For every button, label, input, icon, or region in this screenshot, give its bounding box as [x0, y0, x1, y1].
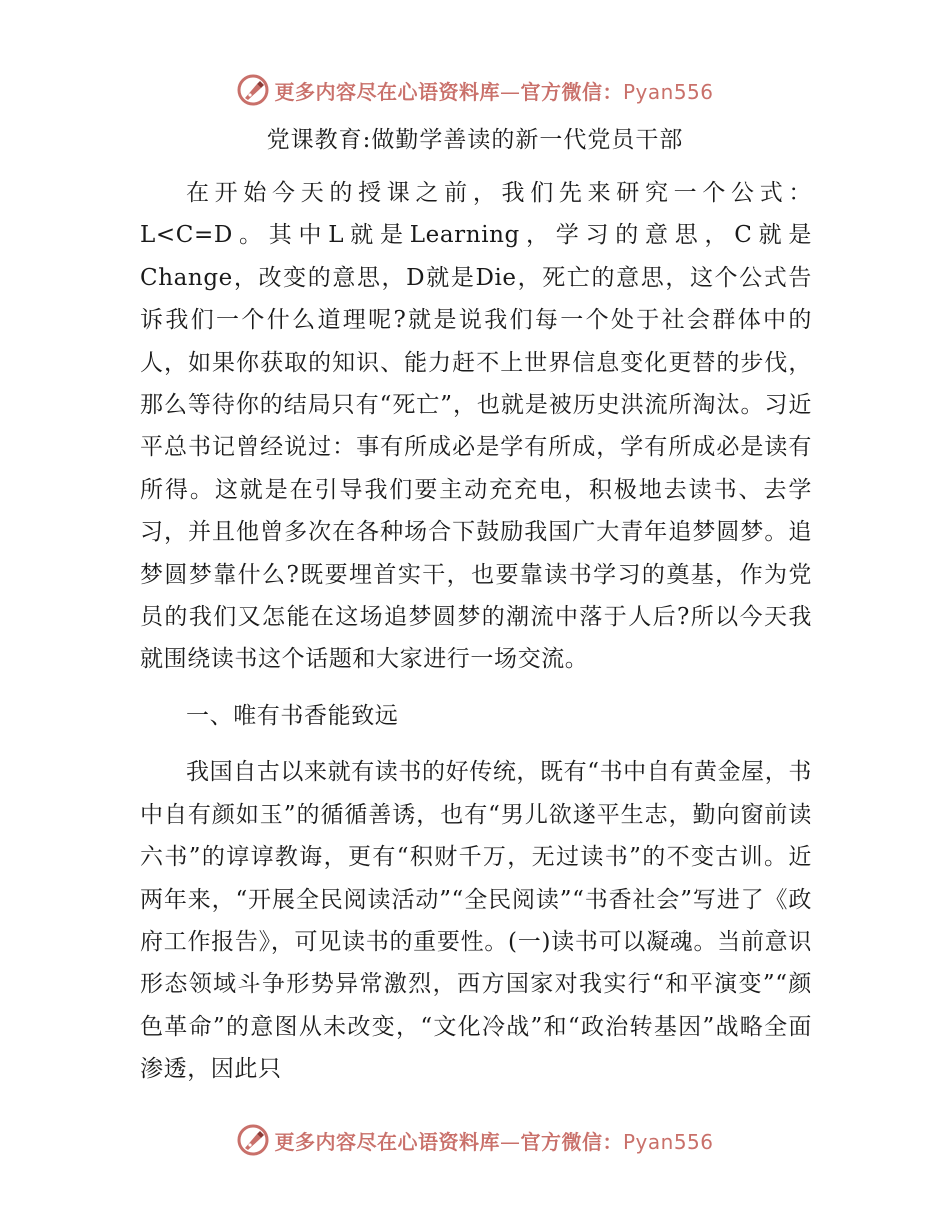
document-title: 党课教育:做勤学善读的新一代党员干部	[266, 127, 684, 153]
watermark-text: 更多内容尽在心语资料库—官方微信：Pyan556	[274, 1129, 714, 1154]
watermark-banner-bottom	[0, 1120, 950, 1160]
pen-nib-icon	[236, 73, 270, 107]
section-heading: 一、唯有书香能致远	[186, 702, 399, 729]
watermark-text: 更多内容尽在心语资料库—官方微信：Pyan556	[274, 79, 714, 104]
section-paragraph: 我国自古以来就有读书的好传统，既有“书中自有黄金屋，书中自有颜如玉”的循循善诱，也有“男儿欲遂平生志，勤向窗前读六书”的谆谆教诲，更有“积财千万，无过读书”的不变古训。近两年来，“开展全民阅读活动”“全民阅读”“书香社会”写进了《政府工作报告》，可见读书的重要性。(一)读书可以凝魂。当前意识形态领域斗争形势异常激烈，西方国家对我实行“和平演变”“颜色革命”的意图从未改变，“文化冷战”和“政治转基因”战略全面渗透，因此只	[140, 759, 812, 1083]
watermark-banner-top	[0, 70, 950, 110]
document-body	[140, 172, 812, 1091]
intro-paragraph: 在开始今天的授课之前，我们先来研究一个公式：L<C=D。其中L就是Learning，学习的意思，C就是Change，改变的意思，D就是Die，死亡的意思，这个公式告诉我们一个什么道理呢?就是说我们每一个处于社会群体中的人，如果你获取的知识、能力赶不上世界信息变化更替的步伐，那么等待你的结局只有“死亡”，也就是被历史洪流所淘汰。习近平总书记曾经说过：事有所成必是学有所成，学有所成必是读有所得。这就是在引导我们要主动充充电，积极地去读书、去学习，并且他曾多次在各种场合下鼓励我国广大青年追梦圆梦。追梦圆梦靠什么?既要埋首实干，也要靠读书学习的奠基，作为党员的我们又怎能在这场追梦圆梦的潮流中落于人后?所以今天我就围绕读书这个话题和大家进行一场交流。	[140, 180, 812, 673]
pen-nib-icon	[236, 1123, 270, 1157]
